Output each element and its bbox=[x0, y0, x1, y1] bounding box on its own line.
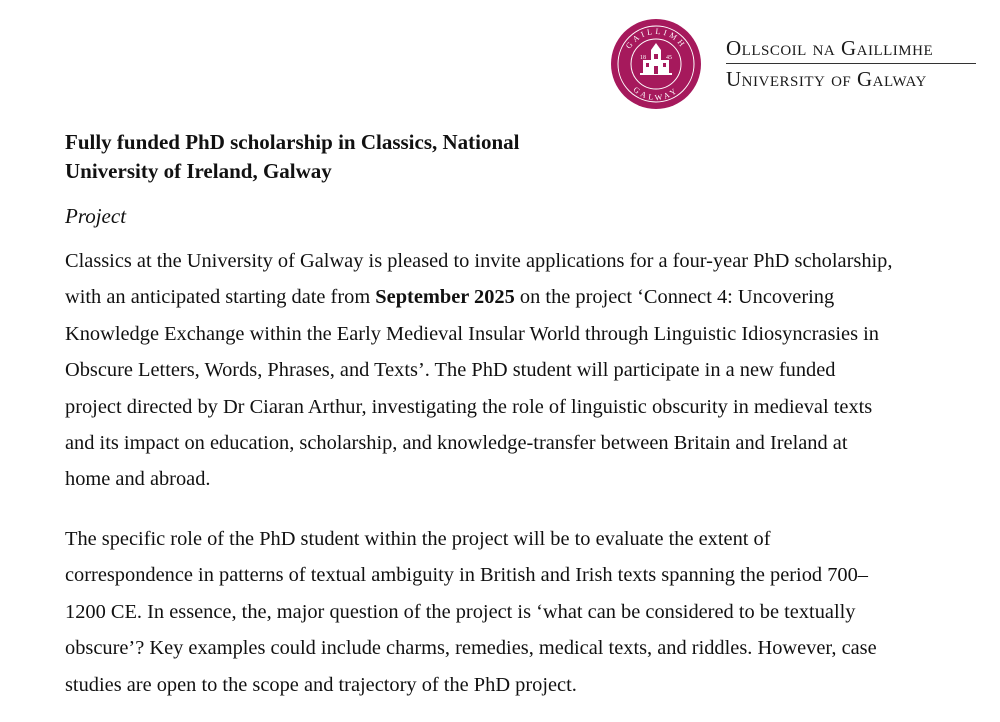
seal-year-right: 45 bbox=[666, 55, 672, 61]
project-paragraph-2: The specific role of the PhD student within the project will be to evaluate the extent of correspondence in patterns of textual ambiguity in British and Irish texts spanning the period 700–1200 CE. In essence, the, major question of the project is ‘what can be considered to be textually obscure’? Key examples could include charms, remedies, medical texts, and riddles. However, case studies are open to the scope and trajectory of the PhD project. bbox=[65, 528, 877, 696]
document-title: Fully funded PhD scholarship in Classics, National University of Ireland, Galway bbox=[65, 130, 520, 183]
project-paragraph-1 bbox=[65, 243, 895, 498]
seal-text-top: GAILLIMH bbox=[623, 26, 689, 51]
university-seal-icon bbox=[610, 18, 702, 110]
university-logo bbox=[610, 18, 980, 110]
university-wordmark bbox=[726, 36, 978, 91]
paragraph1-text-start: Classics at the University of Galway is pleased to invite applications for a four-year PhD scholarship, with an anticipated starting date from bbox=[65, 250, 893, 309]
start-date-highlight: September 2025 bbox=[375, 286, 515, 309]
paragraph1-text-end: on the project ‘Connect 4: Uncovering Knowledge Exchange within the Early Medieval Insular World through Linguistic Idiosyncrasies in Obscure Letters, Words, Phrases, and Texts’. The PhD student will participate in a new funded project directed by Dr Ciaran Arthur, investigating the role of linguistic obscurity in medieval texts and its impact on education, scholarship, and knowledge-transfer between Britain and Ireland at home and abroad. bbox=[65, 286, 879, 491]
seal-year-left: 18 bbox=[640, 55, 646, 61]
section-label-project: Project bbox=[65, 204, 127, 228]
wordmark-english: University of Galway bbox=[726, 67, 927, 91]
seal-text-bottom: GALWAY bbox=[631, 84, 681, 103]
wordmark-divider bbox=[726, 63, 976, 64]
wordmark-irish: Ollscoil na Gaillimhe bbox=[726, 36, 934, 60]
